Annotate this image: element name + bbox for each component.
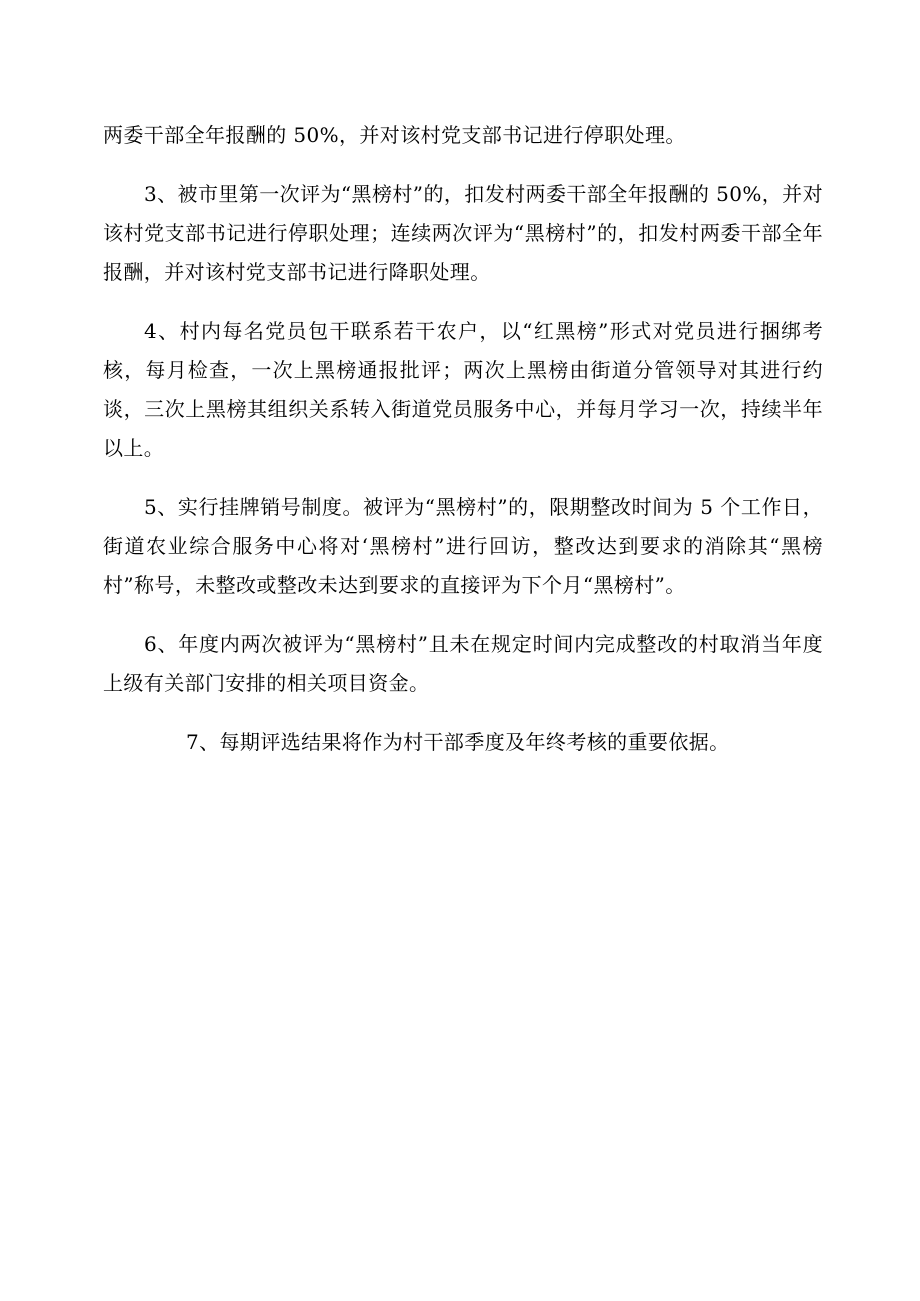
paragraph-continuation: 两委干部全年报酬的 50%，并对该村党支部书记进行停职处理。	[103, 123, 686, 147]
document-body	[103, 116, 823, 762]
paragraph-item-7: 7、每期评选结果将作为村干部季度及年终考核的重要依据。	[186, 730, 730, 754]
paragraph-item-6: 6、年度内两次被评为“黑榜村”且未在规定时间内完成整改的村取消当年度上级有关部门安排的相关项目资金。	[103, 632, 823, 695]
paragraph-item-4: 4、村内每名党员包干联系若干农户，以“红黑榜”形式对党员进行捆绑考核，每月检查，一次上黑榜通报批评；两次上黑榜由街道分管领导对其进行约谈，三次上黑榜其组织关系转入街道党员服务中心，并每月学习一次，持续半年以上。	[103, 319, 823, 460]
paragraph-item-5: 5、实行挂牌销号制度。被评为“黑榜村”的，限期整改时间为 5 个工作日，街道农业综合服务中心将对‘黑榜村”进行回访，整改达到要求的消除其“黑榜村”称号，未整改或整改未达到要求的直接评为下个月“黑榜村”。	[103, 495, 823, 597]
paragraph-item-3: 3、被市里第一次评为“黑榜村”的，扣发村两委干部全年报酬的 50%，并对该村党支部书记进行停职处理；连续两次评为“黑榜村”的，扣发村两委干部全年报酬，并对该村党支部书记进行降职处理。	[103, 182, 823, 284]
